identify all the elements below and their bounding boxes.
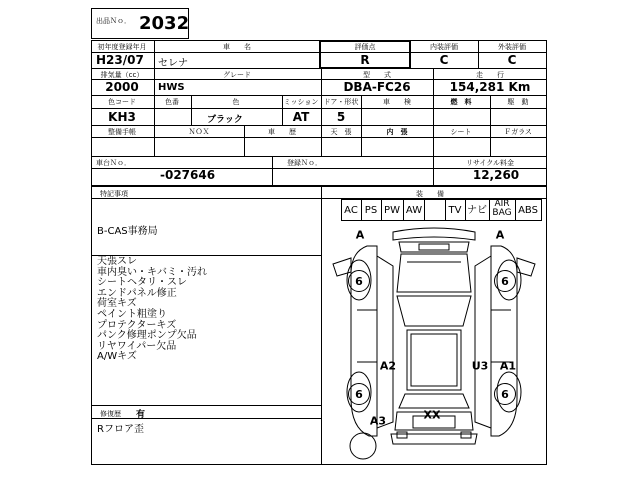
- grade-header: グレード: [223, 71, 251, 79]
- damage-mark: A: [495, 228, 505, 242]
- interior-condition-header: 内 張: [386, 128, 408, 136]
- equip-ps: PS: [364, 205, 378, 216]
- note-item: 天張スレ: [97, 256, 137, 267]
- score-header: 評価点: [354, 43, 376, 51]
- color-number-header: 色番: [165, 98, 179, 106]
- interior-grade-header: 内装評価: [430, 43, 458, 51]
- manual-header: 整備手帳: [108, 128, 136, 136]
- chassis-header: 車台Ｎｏ．: [96, 159, 131, 167]
- history-header: 車 歴: [268, 128, 296, 136]
- grade-value: HWS: [158, 82, 185, 93]
- inspection-header: 車 検: [383, 98, 411, 106]
- first-reg-value: H23/07: [96, 53, 144, 67]
- note-item: プロテクターキズ: [97, 319, 177, 331]
- exterior-grade-header: 外装評価: [498, 43, 526, 51]
- damage-mark: A2: [379, 359, 397, 373]
- tire-tread-front-right: 6: [494, 270, 516, 292]
- displacement-value: 2000: [105, 80, 139, 94]
- equip-navi: ナビ: [467, 205, 487, 216]
- equip-ac: AC: [344, 205, 358, 216]
- damage-mark: A1: [499, 359, 517, 373]
- model-value: DBA-FC26: [343, 80, 411, 94]
- note-item: リヤワイパー欠品: [97, 340, 177, 352]
- equip-abs: ABS: [518, 205, 538, 216]
- recycle-fee-value: 12,260: [472, 168, 520, 182]
- note-item: A/Wキズ: [97, 351, 137, 363]
- tire-tread-rear-left: 6: [348, 383, 370, 405]
- color-code-header: 色コード: [108, 98, 136, 106]
- equip-blank-box: [424, 199, 446, 221]
- tire-tread-front-left: 6: [348, 270, 370, 292]
- note-item: 荷室キズ: [97, 298, 137, 310]
- door-shape-header: ドア・形状: [323, 98, 359, 106]
- equip-tv: TV: [448, 205, 462, 216]
- transmission-value: AT: [292, 110, 310, 124]
- damage-mark: A3: [369, 414, 387, 428]
- lot-number-label: 出品Ｎｏ．: [96, 17, 131, 25]
- registration-header: 登録Ｎｏ．: [287, 159, 322, 167]
- lot-number: 2032: [139, 13, 190, 34]
- mileage-header: 走 行: [476, 71, 504, 79]
- displacement-header: 排気量（cc）: [100, 71, 144, 79]
- roof-header: 天 張: [330, 128, 352, 136]
- equip-pw: PW: [384, 205, 400, 216]
- note-item: 車内臭い・キバミ・汚れ: [97, 266, 207, 278]
- equipment-header: 装 備: [416, 190, 444, 198]
- note-item: ペイント粗塗り: [97, 309, 167, 320]
- seat-header: シート: [450, 128, 472, 136]
- tire-tread-rear-right: 6: [494, 383, 516, 405]
- interior-grade-value: C: [439, 53, 449, 67]
- chassis-value: -027646: [160, 168, 216, 182]
- transmission-header: ミッション: [283, 98, 319, 106]
- recycle-fee-header: リサイクル料金: [465, 159, 515, 167]
- damage-mark: XX: [423, 408, 441, 422]
- note-item: エンドパネル修正: [97, 287, 177, 299]
- equip-aw: AW: [405, 205, 423, 216]
- color-value: ブラック: [207, 115, 243, 125]
- first-reg-header: 初年度登録年月: [97, 43, 147, 51]
- fuel-header: 燃 料: [450, 98, 472, 106]
- repair-note-text: Rフロア歪: [97, 424, 144, 435]
- special-notes-header: 特記事項: [100, 190, 128, 198]
- mileage-value: 154,281 Km: [449, 80, 531, 94]
- special-note-text: B-CAS事務局: [97, 226, 158, 237]
- car-name-value: セレナ: [158, 58, 188, 69]
- color-header: 色: [232, 98, 240, 106]
- nox-header: ＮＯＸ: [188, 128, 210, 136]
- car-name-header: 車 名: [223, 43, 251, 51]
- color-code-value: KH3: [108, 110, 136, 124]
- equip-airbag: AIR BAG: [492, 199, 512, 218]
- exterior-grade-value: C: [507, 53, 517, 67]
- drive-header: 駆 動: [507, 98, 529, 106]
- front-glass-header: Ｆガラス: [504, 128, 532, 136]
- score-value: R: [360, 53, 370, 67]
- model-header: 型 式: [363, 71, 391, 79]
- note-item: シートヘタリ・スレ: [97, 277, 187, 289]
- damage-mark: A: [355, 228, 365, 242]
- car-diagram: [321, 222, 547, 465]
- repair-history-header: 修復歴: [100, 410, 121, 418]
- note-item: パンク修理ポンプ欠品: [97, 330, 197, 342]
- door-shape-value: 5: [336, 110, 346, 124]
- damage-mark: U3: [471, 359, 489, 373]
- repair-history-value: 有: [136, 410, 146, 420]
